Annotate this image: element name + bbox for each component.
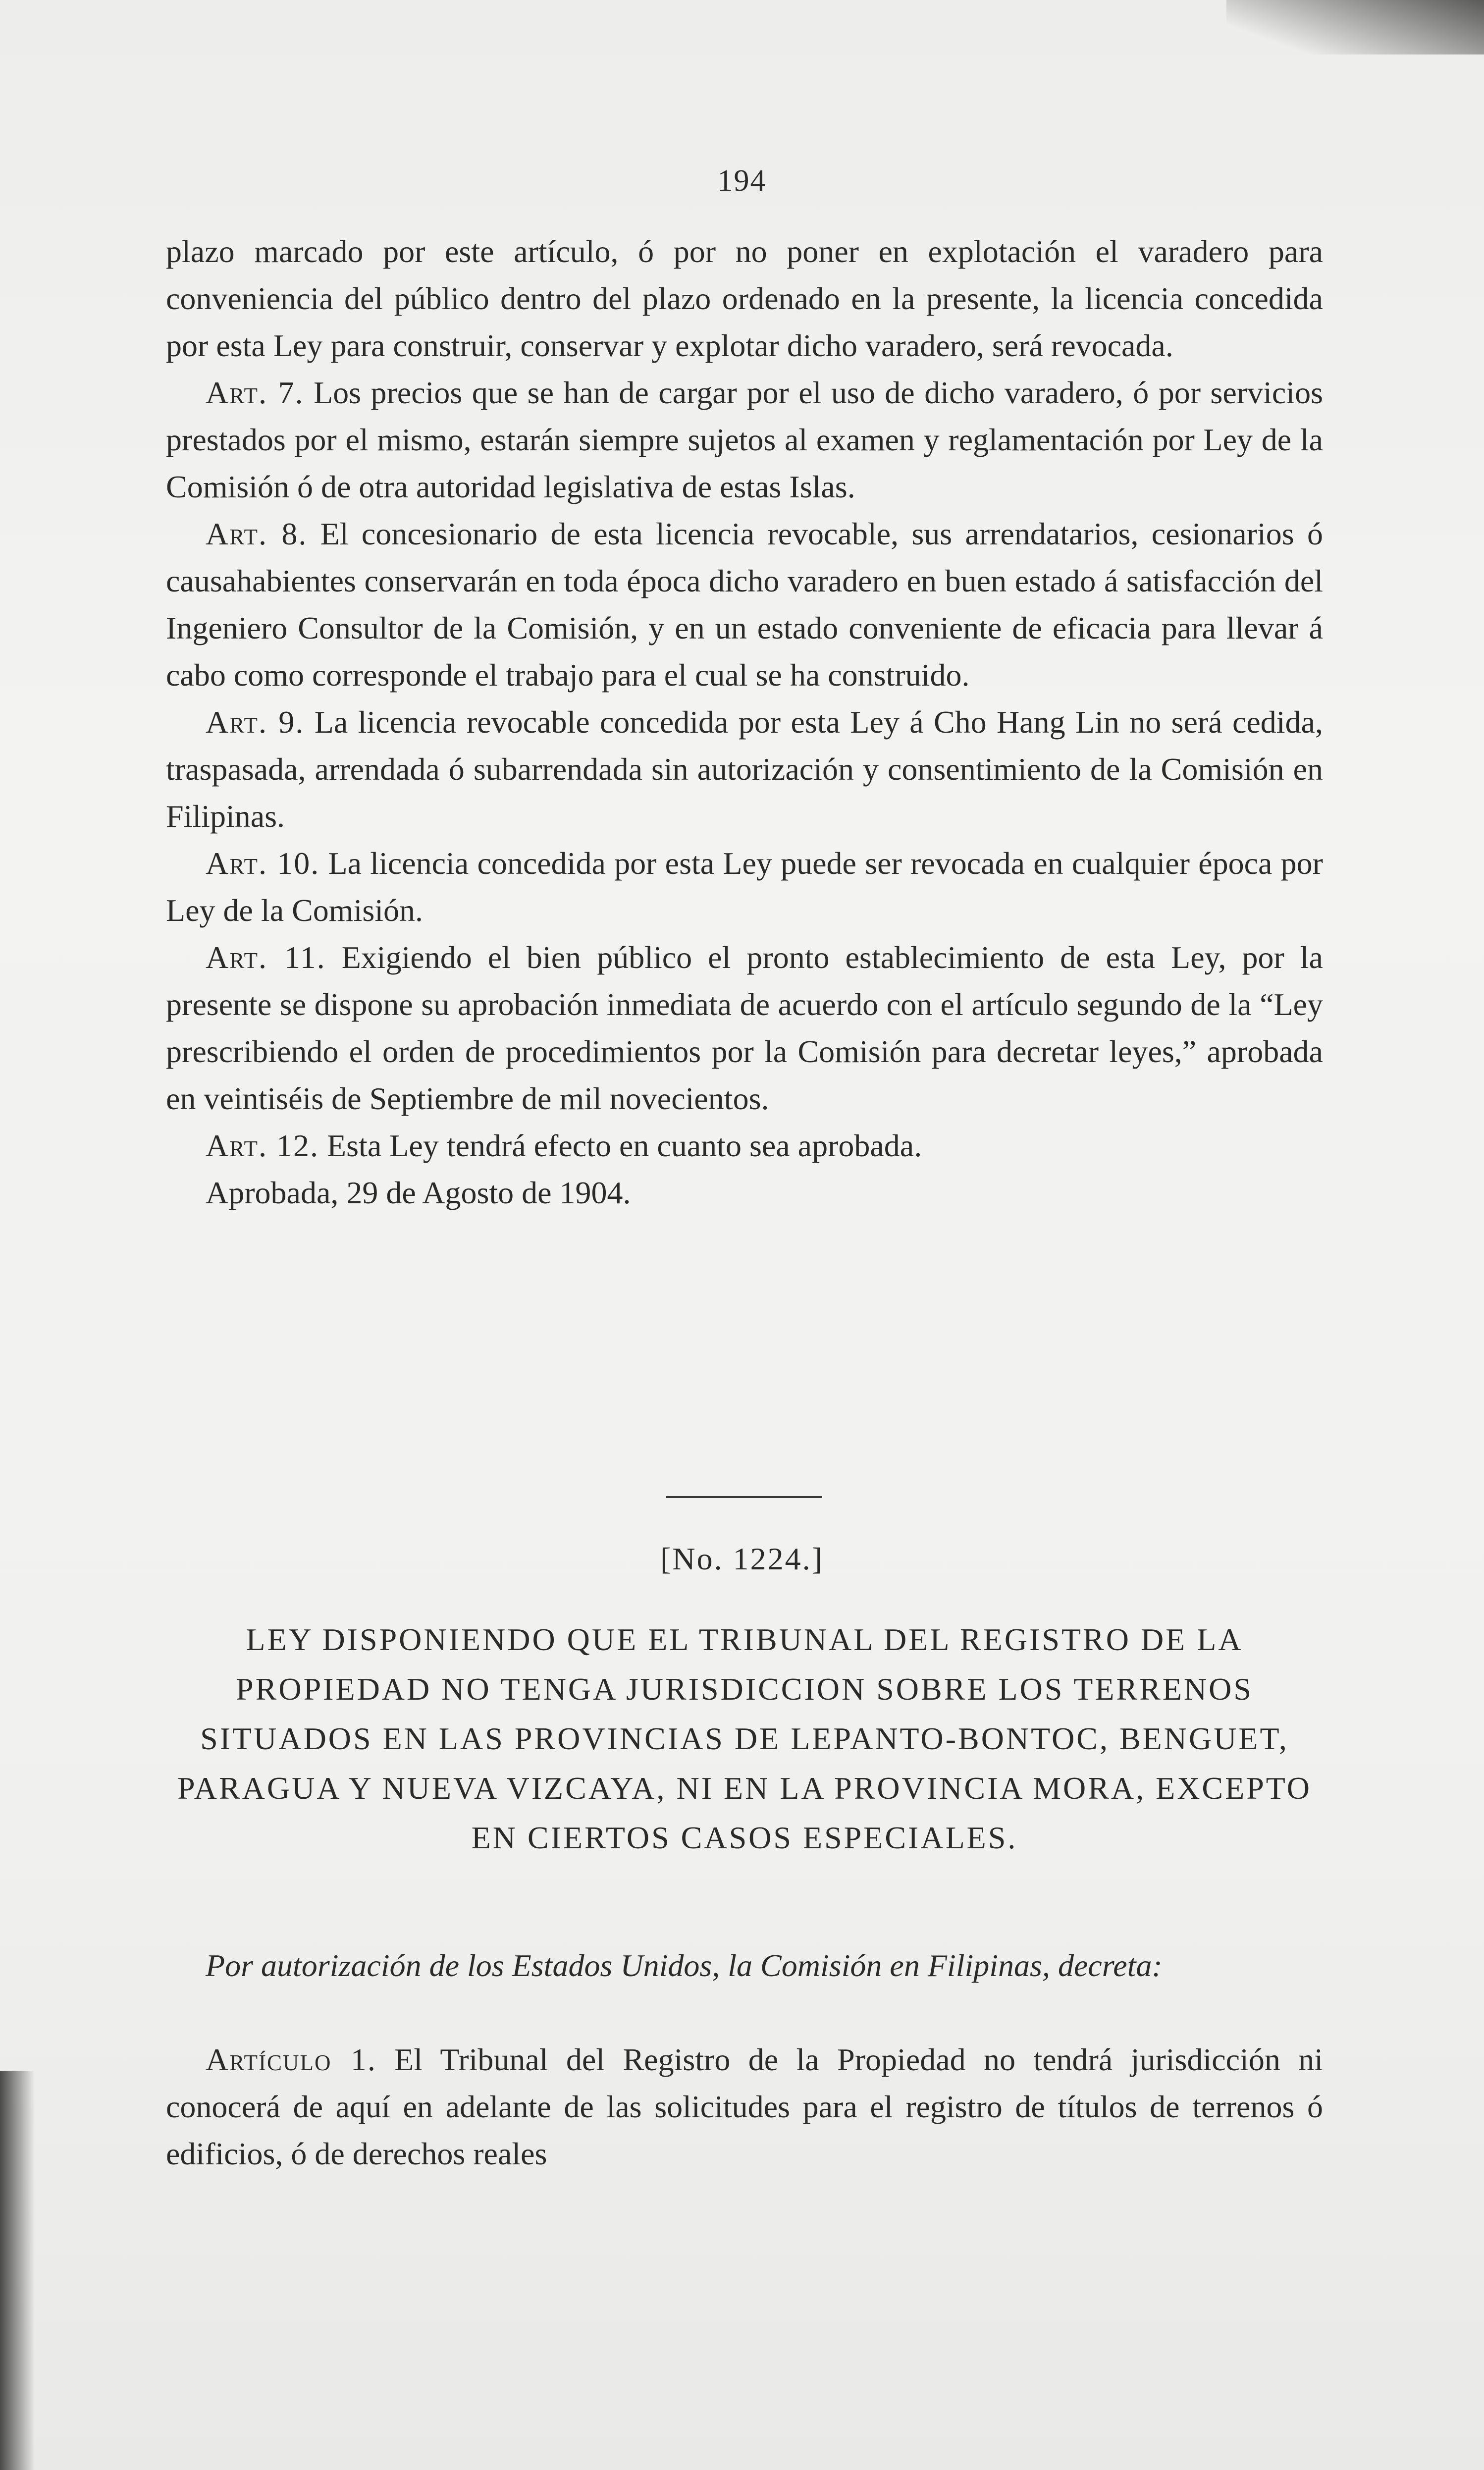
article-label: Artículo 1. bbox=[206, 2042, 376, 2077]
approval-date: Aprobada, 29 de Agosto de 1904. bbox=[206, 1175, 631, 1210]
enacting-clause: Por autorización de los Estados Unidos, la Comisión en Filipinas, decreta: bbox=[206, 1948, 1163, 1983]
article-9 bbox=[166, 698, 1323, 840]
section-divider bbox=[666, 1496, 822, 1498]
new-act-text bbox=[166, 2036, 1323, 2177]
article-1 bbox=[166, 2036, 1323, 2177]
article-text: Los precios que se han de cargar por el uso de dicho varadero, ó por servicios prestados por el mismo, estarán siempre sujetos al examen y reglamentación por Ley de la Comisión ó de otra autoridad legislativa de estas Islas. bbox=[166, 375, 1323, 504]
article-text: El concesionario de esta licencia revocable, sus arrendatarios, cesionarios ó causahabientes conservarán en toda época dicho varadero en buen estado á satisfacción del Ingeniero Consultor de la Comisión, y en un estado conveniente de eficacia para llevar á cabo como corresponde el trabajo para el cual se ha construido. bbox=[166, 516, 1323, 693]
article-11 bbox=[166, 934, 1323, 1122]
paragraph-closing-clause: plazo marcado por este artículo, ó por no poner en explotación el varadero para conveniencia del público dentro del plazo ordenado en la presente, la licencia concedida por esta Ley para construir, conservar y explotar dicho varadero, será revocada. bbox=[166, 234, 1323, 363]
article-label: Art. 8. bbox=[206, 516, 308, 551]
act-number: [No. 1224.] bbox=[660, 1541, 824, 1576]
article-label: Art. 11. bbox=[206, 940, 326, 975]
article-label: Art. 12. bbox=[206, 1128, 319, 1163]
article-8 bbox=[166, 510, 1323, 698]
article-text: El Tribunal del Registro de la Propiedad no tendrá jurisdicción ni conocerá de aquí en adelante de las solicitudes para el registro de títulos de terrenos ó edificios, ó de derechos reales bbox=[166, 2042, 1323, 2171]
article-label: Art. 7. bbox=[206, 375, 304, 410]
article-7 bbox=[166, 369, 1323, 510]
article-12 bbox=[166, 1122, 1323, 1169]
article-text: Esta Ley tendrá efecto en cuanto sea aprobada. bbox=[319, 1128, 922, 1163]
page-edge-shadow-top bbox=[1226, 0, 1484, 54]
article-text: Exigiendo el bien público el pronto establecimiento de esta Ley, por la presente se dispone su aprobación inmediata de acuerdo con el artículo segundo de la “Ley prescribiendo el orden de procedimientos por la Comisión para decretar leyes,” aprobada en veintiséis de Septiembre de mil novecientos. bbox=[166, 940, 1323, 1116]
article-label: Art. 9. bbox=[206, 704, 305, 740]
article-text: La licencia revocable concedida por esta Ley á Cho Hang Lin no será cedida, traspasada, arrendada ó subarrendada sin autorización y consentimiento de la Comisión en Filipinas. bbox=[166, 704, 1323, 834]
act-continuation-text bbox=[166, 228, 1323, 1216]
page-number: 194 bbox=[717, 164, 767, 198]
article-text: La licencia concedida por esta Ley puede ser revocada en cualquier época por Ley de la Comisión. bbox=[166, 846, 1323, 928]
act-title: LEY DISPONIENDO QUE EL TRIBUNAL DEL REGISTRO DE LA PROPIEDAD NO TENGA JURISDICCION SOBRE LOS TERRENOS SITUADOS EN LAS PROVINCIAS DE LEPANTO-BONTOC, BENGUET, PARAGUA Y NUEVA VIZCAYA, NI EN LA PROVINCIA MORA, EXCEPTO EN CIERTOS CASOS ESPECIALES. bbox=[177, 1622, 1312, 1855]
page-edge-shadow-left bbox=[0, 2071, 35, 2470]
article-10 bbox=[166, 840, 1323, 934]
article-label: Art. 10. bbox=[206, 846, 320, 881]
